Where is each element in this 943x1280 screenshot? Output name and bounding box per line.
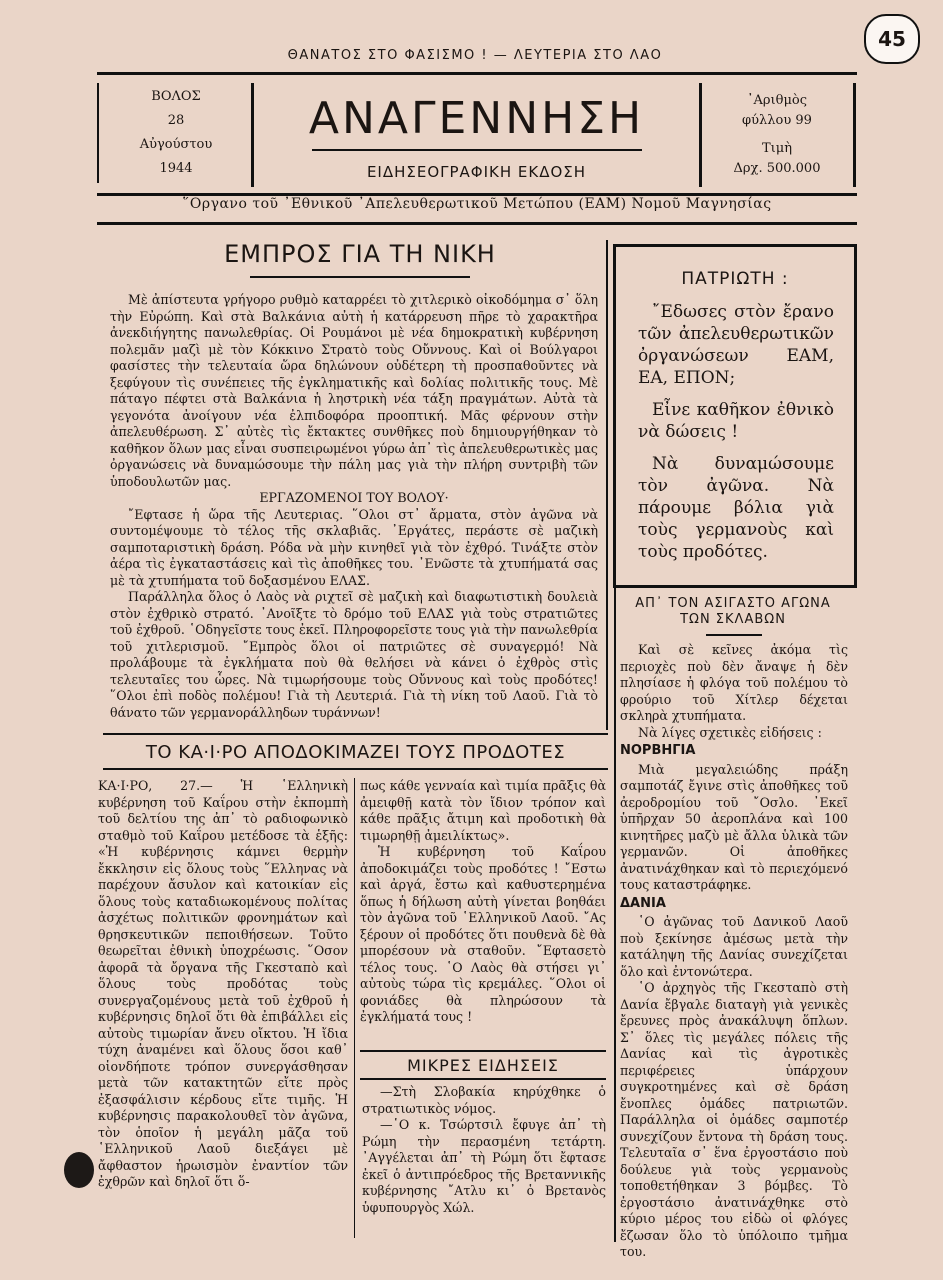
section-rule xyxy=(360,1050,606,1052)
price-value: Δρχ. 500.000 xyxy=(733,161,821,176)
patriot-box-title: ΠΑΤΡΙΩΤΗ : xyxy=(681,269,789,289)
section-rule xyxy=(103,733,608,735)
issue-value: φύλλου 99 xyxy=(742,113,812,128)
slaves-article-body xyxy=(620,642,848,1261)
section-rule xyxy=(360,1078,606,1080)
cairo-text: ΚΑ·Ι·ΡΟ, 27.— Ἡ ῾Ελληνικὴ κυβέρνηση τοῦ Καΐρου στὴν ἐκπομπὴ τοῦ δελτίου της ἀπ᾿ τὸ ραδιοφωνικὸ σταθμὸ τοῦ Καΐρου μετέδοσε τὰ ἑξῆς: «Ἡ κυβέρνησις κάμνει θερμὴν ἔκκλησιν εἰς ὅλους τοὺς ῞Ελληνας νὰ παρέχουν ἄσυλον καὶ κατοικίαν εἰς ὅλους τοὺς καταδιωκομένους πολίτας ἀσχέτως πολιτικῶν φρονημάτων καὶ θρησκευτικῶν πεποιθήσεων. Τοῦτο θεωρεῖται ἐθνικὴ ὑποχρέωσις. ῞Οσον ἀφορᾶ τὰ ὄργανα τῆς Γκεσταπὸ καὶ ὅλους τοὺς προδότας τοὺς συνεργαζομένους μετὰ τοῦ ἐχθροῦ ἡ κυβέρνησις δηλοῖ ὅτι θὰ ἐπιβάλλει εἰς αὐτοὺς τιμωρίαν ἄνευ οἴκτου. Ἡ ἴδια τύχη ἀναμένει καὶ ὅλους ὅσοι καθ᾿ οἱονδήποτε τρόπον συνεργάσθησαν μετὰ τῶν κατακτητῶν εἴτε πρὸς ἐξασφάλισιν κέρδους εἴτε τιμῆς. Ἡ κυβέρνησις παρακολουθεῖ τὸν ἀγῶνα, τὸν ὁποῖον ἡ μεγάλη μᾶζα τοῦ ῾Ελληνικοῦ Λαοῦ διεξάγει μὲ ἄφθαστον ἡρωισμὸν ἐναντίον τῶν ἐχθρῶν καὶ δηλοῖ ὅτι ὅ- xyxy=(98,778,348,1189)
price-label: Τιμὴ xyxy=(761,141,792,156)
column-rule xyxy=(614,582,616,1242)
masthead-city: ΒΟΛΟΣ xyxy=(151,89,201,104)
short-news-item: —Στὴ Σλοβακία κηρύχθηκε ὁ στρατιωτικὸς νόμος. xyxy=(362,1084,606,1116)
masthead-month: Αὐγούστου xyxy=(139,137,213,152)
short-news-item: —῾Ο κ. Τσώρτσιλ ἔφυγε ἀπ᾿ τὴ Ρώμη τὴν περασμένη τετάρτη. ᾿Αγγέλεται ἀπ᾿ τὴ Ρώμη ὅτι ἔφτασε ἐκεῖ ὁ ἀντιπρόεδρος τῆς Βρεταννικῆς κυβέρνησης ῎Ατλυ κι᾿ ὁ Βρετανὸς ὑφυπουργὸς Χώλ. xyxy=(362,1117,606,1215)
masthead-divider xyxy=(853,83,856,187)
slaves-intro: Καὶ σὲ κεῖνες ἀκόμα τὶς περιοχὲς ποὺ δὲν ἄναψε ἡ δὲν πλησίασε ἡ φλόγα τοῦ πολέμου τὸ φρούριο τοῦ Χίτλερ δέχεται σκληρὰ χτυπήματα. xyxy=(620,642,848,723)
column-rule xyxy=(606,240,608,730)
slogan: ΘΑΝΑΤΟΣ ΣΤΟ ΦΑΣΙΣΜΟ ! — ΛΕΥΤΕΡΙΑ ΣΤΟ ΛΑΟ xyxy=(287,48,663,63)
slaves-headline: ΑΠ᾿ ΤΟΝ ΑΣΙΓΑΣΤΟ ΑΓΩΝΑ ΤΩΝ ΣΚΛΑΒΩΝ xyxy=(635,596,831,627)
masthead-day: 28 xyxy=(167,113,185,128)
denmark-text: ῾Ο ἀρχηγὸς τῆς Γκεσταπὸ στὴ Δανία ἔβγαλε διαταγὴ γιὰ γενικὲς ἔρευνες πρὸς ἀνακάλυψη ὅπλων. Σ᾿ ὅλες τὶς μεγάλες πόλεις τῆς Δανίας καὶ τὶς ἀγροτικὲς περιφέρειες ὑπάρχουν συγκροτημένες καὶ σὲ δράση ἔνοπλες ὁμάδες πατριωτῶν. Παράλληλα οἱ ὁμάδες σαμποτέρ συνεχίζουν ἔντονα τὴ δράση τους. Τελευταῖα σ᾿ ἕνα ἐργοστάσιο ποὺ δούλευε γιὰ τοὺς γερμανοὺς τοποθετήθηκαν 3 βόμβες. Τὸ ἐργοστάσιο ἀνατινάχθηκε στὸ κύριο μέρος του εἰδὼ οἱ φλόγες ἔζωσαν ὅλο τὸ ὑπόλοιπο τμῆμα του. xyxy=(620,980,848,1259)
masthead xyxy=(97,72,857,196)
headline-rule xyxy=(250,276,470,278)
masthead-year: 1944 xyxy=(159,161,193,176)
newspaper-subtitle: ΕΙΔΗΣΕΟΓΡΑΦΙΚΗ ΕΚΔΟΣΗ xyxy=(366,163,587,181)
header-rule xyxy=(97,222,857,225)
column-rule xyxy=(354,778,355,1238)
masthead-issue-block xyxy=(702,91,852,179)
patriot-paragraph: Εἶνε καθῆκον ἐθνικὸ νὰ δώσεις ! xyxy=(638,400,834,442)
headline-rule xyxy=(706,634,762,636)
title-rule xyxy=(312,149,642,151)
section-rule xyxy=(103,768,608,770)
page-number: 45 xyxy=(864,14,920,64)
cairo-text: Ἡ κυβέρνηση τοῦ Καΐρου ἀποδοκιμάζει τοὺς προδότες ! ῎Εστω καὶ ἀργά, ἔστω καὶ καθυστερημένα ὅπως ἡ δήλωση αὐτὴ γίνεται βοηθάει τὸν ἀγῶνα τοῦ ῾Ελληνικοῦ Λαοῦ. ῎Ας ξέρουν οἱ προδότες ὅτι πουθενὰ δὲ θὰ μπορέσουν νὰ σταθοῦν. ῎Εφτασετὸ τέλος τους. ῾Ο Λαὸς θὰ στήσει γι᾿ αὐτοὺς τώρα τὶς κρεμάλες. ῞Ολοι οἱ φονιάδες θὰ πληρώσουν τὰ ἐγκλήματά τους ! xyxy=(360,844,606,1024)
patriot-box-body xyxy=(638,301,834,573)
denmark-text: ῾Ο ἀγῶνας τοῦ Δανικοῦ Λαοῦ ποὺ ξεκίνησε ἀμέσως μετὰ τὴν κατάληψη τῆς Δανίας συνεχίζεται ὅλο καὶ ἐντονώτερα. xyxy=(620,914,848,979)
short-news-body xyxy=(362,1084,606,1216)
short-news-headline: ΜΙΚΡΕΣ ΕΙΔΗΣΕΙΣ xyxy=(407,1056,559,1075)
ink-blot xyxy=(64,1152,94,1188)
lead-headline: ΕΜΠΡΟΣ ΓΙΑ ΤΗ ΝΙΚΗ xyxy=(224,240,496,268)
cairo-column-2 xyxy=(360,778,606,1026)
masthead-date-block xyxy=(97,83,253,183)
lead-subhead: ΕΡΓΑΖΟΜΕΝΟΙ ΤΟΥ ΒΟΛΟΥ· xyxy=(259,490,449,505)
lead-paragraph: Παράλληλα ὅλος ὁ Λαὸς νὰ ριχτεῖ σὲ μαζικὴ καὶ διαφωτιστικὴ δουλειὰ στὸν ἐχθρικὸ στρατό. ᾿Ανοῖξτε τὸ δρόμο τοῦ ΕΛΑΣ γιὰ τοὺς στρατιῶτες τοῦ ἐχθροῦ. ῾Οδηγεῖστε τους ἐκεῖ. Πληροφορεῖστε τους γιὰ τὴν πανωλεθρία τοῦ χιτλερισμοῦ. ῎Εμπρὸς ὅλοι οἱ πατριῶτες σὲ συναγερμό! Νὰ προλάβουμε τὰ ἐγκλήματα ποὺ θὰ θελήσει νὰ κάνει ὁ ἐχθρὸς στὶς τελευταῖες του ὧρες. Νὰ τιμωρήσουμε τοὺς Οὔννους καὶ τοὺς προδότες! ῞Ολοι ἐπὶ ποδὸς πολέμου! Γιὰ τὴ Λευτεριά. Γιὰ τὴ νίκη τοῦ Λαοῦ. Γιὰ τὸ θάνατο τῶν γερμανοράλληδων τυράννων! xyxy=(110,589,598,720)
cairo-column-1 xyxy=(98,778,348,1191)
cairo-text: πως κάθε γενναία καὶ τιμία πρᾶξις θὰ ἀμειφθῇ κατὰ τὸν ἴδιον τρόπον καὶ κάθε πρᾶξις ἄτιμη καὶ προδοτικὴ θὰ τιμωρηθῇ ἀμειλίκτως». xyxy=(360,778,606,843)
denmark-heading: ΔΑΝΙΑ xyxy=(620,895,666,911)
issue-label: ᾿Αριθμὸς xyxy=(746,93,807,108)
newspaper-title: ΑΝΑΓΕΝΝΗΣΗ xyxy=(308,93,645,144)
lead-paragraph: Μὲ ἀπίστευτα γρήγορο ρυθμὸ καταρρέει τὸ χιτλερικὸ οἰκοδόμημα σ᾿ ὅλη τὴν Εὐρώπη. Καὶ στὰ Βαλκάνια αὐτὴ ἡ κατάρρευση πῆρε τὸ χαρακτῆρα ἀνεκδιήγητης πανωλεθρίας. Οἱ Ρουμάνοι μὲ νέα δημοκρατικὴ κυβέρνηση πολεμᾶν μαζὶ μὲ τὸν Κόκκινο Στρατὸ τοὺς Οὔννους. Καὶ οἱ Βούλγαροι φασίστες τὴν τελευταία ὥρα δηλώνουν οὐδέτερη τὴ προσπαθοῦντες νὰ ξεφύγουν τὶς συνέπειες τῆς ἐγκληματικῆς καὶ δολίας πολιτικῆς τους. Μὲ πάταγο πέφτει στὰ Βαλκάνια ἡ ληστρικὴ νέα τάξη πραγμάτων. Αὐτὰ τὰ γεγονότα ἀνοίγουν νέα ἐλπιδοφόρα προοπτική. Μᾶς φέρνουν στὴν ἀπελευθέρωση. Σ᾿ αὐτὲς τὶς ἔκτακτες συνθῆκες ποὺ δημιουργήθηκαν τὸ καθῆκον ὅλων μας εἶναι συσπειρωμένοι γύρω ἀπ᾿ τὶς ἀπελευθερωτικὲς μας ὀργανώσεις νὰ δυναμώσουμε τὴν πάλη μας γιὰ τὴν πλήρη συντριβὴ τῶν ὑποδουλωτῶν μας. xyxy=(110,292,598,489)
lead-article-body xyxy=(110,292,598,721)
norway-heading: ΝΟΡΒΗΓΙΑ xyxy=(620,743,696,758)
slaves-intro: Νὰ λίγες σχετικὲς εἰδήσεις : xyxy=(638,724,822,740)
norway-text: Μιὰ μεγαλειώδης πράξη σαμποτάζ ἔγινε στὶς ἀποθῆκες τοῦ ἀεροδρομίου τοῦ ῎Οσλο. ᾿Εκεῖ ὑπῆρχαν 50 ἀεροπλάνα καὶ 100 κινητῆρες μαζὺ μὲ ἄλλα ὑλικὰ τῶν γερμανῶν. Οἱ ἀποθῆκες ἀνατινάχθηκαν καὶ τὸ περιεχόμενό τους καταστράφηκε. xyxy=(620,761,848,892)
lead-paragraph: ῎Εφτασε ἡ ὥρα τῆς Λευτεριας. ῞Ολοι στ᾿ ἄρματα, στὸν ἀγῶνα νὰ συντομέψουμε τὸ τέλος τῆς σκλαβιᾶς. ᾿Εργάτες, περάστε σὲ μαζικὴ σαμποταριστικὴ δράση. Ρόδα νὰ μὴν κινηθεῖ γιὰ τὸν ἐχθρό. Τινάξτε στὸν ἀέρα τὶς ἐγκαταστάσεις καὶ τὶς ἀποθῆκες του. ᾿Ενῶστε τὰ χτυπήματά σας μὲ τὰ χτυπήματα τοῦ δοξασμένου ΕΛΑΣ. xyxy=(110,506,598,588)
patriot-paragraph: Νὰ δυναμώσουμε τὸν ἀγῶνα. Νὰ πάρουμε βόλια γιὰ τοὺς γερμανοὺς καὶ τοὺς προδότες. xyxy=(638,454,834,562)
patriot-paragraph: ῎Εδωσες στὸν ἔρανο τῶν ἀπελευθερωτικῶν ὀργανώσεων ΕΑΜ, ΕΑ, ΕΠΟΝ; xyxy=(638,302,834,388)
cairo-headline: ΤΟ ΚΑ·Ι·ΡΟ ΑΠΟΔΟΚΙΜΑΖΕΙ ΤΟΥΣ ΠΡΟΔΟΤΕΣ xyxy=(145,742,566,763)
organ-line: ῞Οργανο τοῦ ᾿Εθνικοῦ ᾿Απελευθερωτικοῦ Μετώπου (ΕΑΜ) Νομοῦ Μαγνησίας xyxy=(182,196,772,212)
patriot-box xyxy=(613,244,857,588)
